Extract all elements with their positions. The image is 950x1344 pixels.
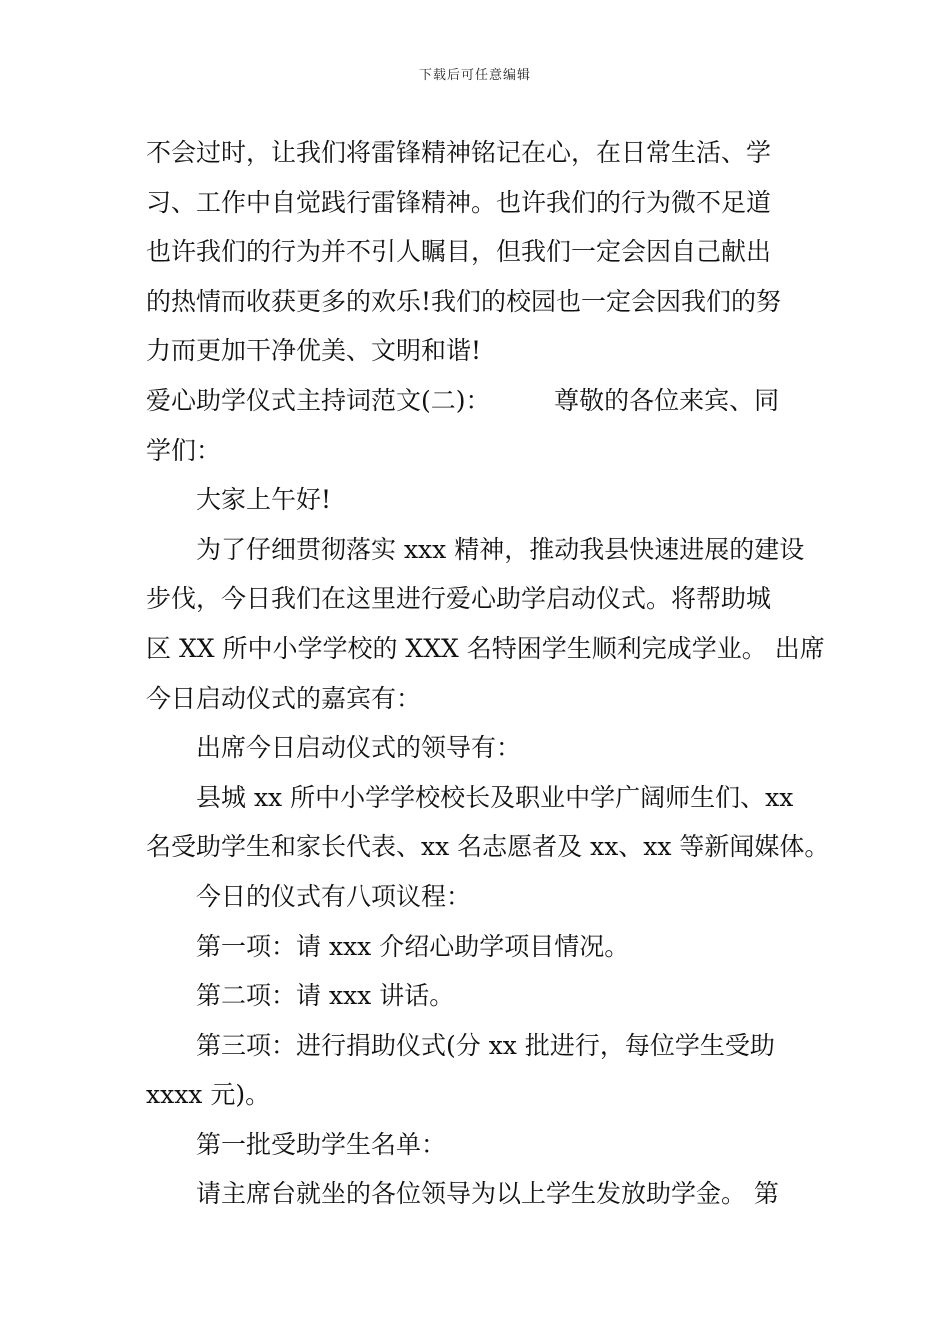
text-line: 的热情而收获更多的欢乐!我们的校园也一定会因我们的努 bbox=[146, 286, 782, 316]
page-header-note: 下载后可任意编辑 bbox=[418, 68, 531, 83]
text-line: 不会过时，让我们将雷锋精神铭记在心，在日常生活、学 bbox=[146, 138, 772, 167]
agenda-item-2: 第二项：请 xxx 讲话。 bbox=[196, 981, 455, 1011]
text-line: 力而更加干净优美、文明和谐! bbox=[146, 336, 482, 366]
agenda-item-3: 第三项：进行捐助仪式(分 xx 批进行，每位学生受助 bbox=[196, 1030, 775, 1060]
text-line: 也许我们的行为并不引人瞩目，但我们一定会因自己献出 bbox=[146, 237, 772, 267]
paragraph-line: 今日的仪式有八项议程： bbox=[196, 881, 472, 911]
agenda-item-1: 第一项：请 xxx 介绍心助学项目情况。 bbox=[196, 931, 630, 961]
text-line: 习、工作中自觉践行雷锋精神。也许我们的行为微不足道 bbox=[146, 187, 772, 217]
document-body bbox=[146, 128, 830, 1219]
paragraph-line: 第一批受助学生名单： bbox=[196, 1129, 447, 1159]
text-line: 今日启动仪式的嘉宾有： bbox=[146, 683, 422, 713]
text-line: 名受助学生和家长代表、xx 名志愿者及 xx、xx 等新闻媒体。 bbox=[146, 832, 830, 862]
paragraph-line: 县城 xx 所中小学学校校长及职业中学广阔师生们、xx bbox=[196, 782, 794, 812]
paragraph-line: 出席今日启动仪式的领导有： bbox=[196, 733, 522, 763]
paragraph-line: 请主席台就坐的各位领导为以上学生发放助学金。 第 bbox=[196, 1179, 779, 1209]
paragraph-line: 为了仔细贯彻落实 xxx 精神，推动我县快速进展的建设 bbox=[196, 534, 805, 564]
text-line: xxxx 元)。 bbox=[146, 1080, 271, 1110]
text-line: 学们： bbox=[146, 435, 222, 465]
text-line: 区 XX 所中小学学校的 XXX 名特困学生顺利完成学业。 出席 bbox=[146, 633, 825, 663]
section-title-line: 爱心助学仪式主持词范文(二)： 尊敬的各位来宾、同 bbox=[146, 385, 780, 415]
text-line: 步伐，今日我们在这里进行爱心助学启动仪式。将帮助城 bbox=[146, 584, 772, 614]
greeting-line: 大家上午好! bbox=[196, 485, 332, 515]
